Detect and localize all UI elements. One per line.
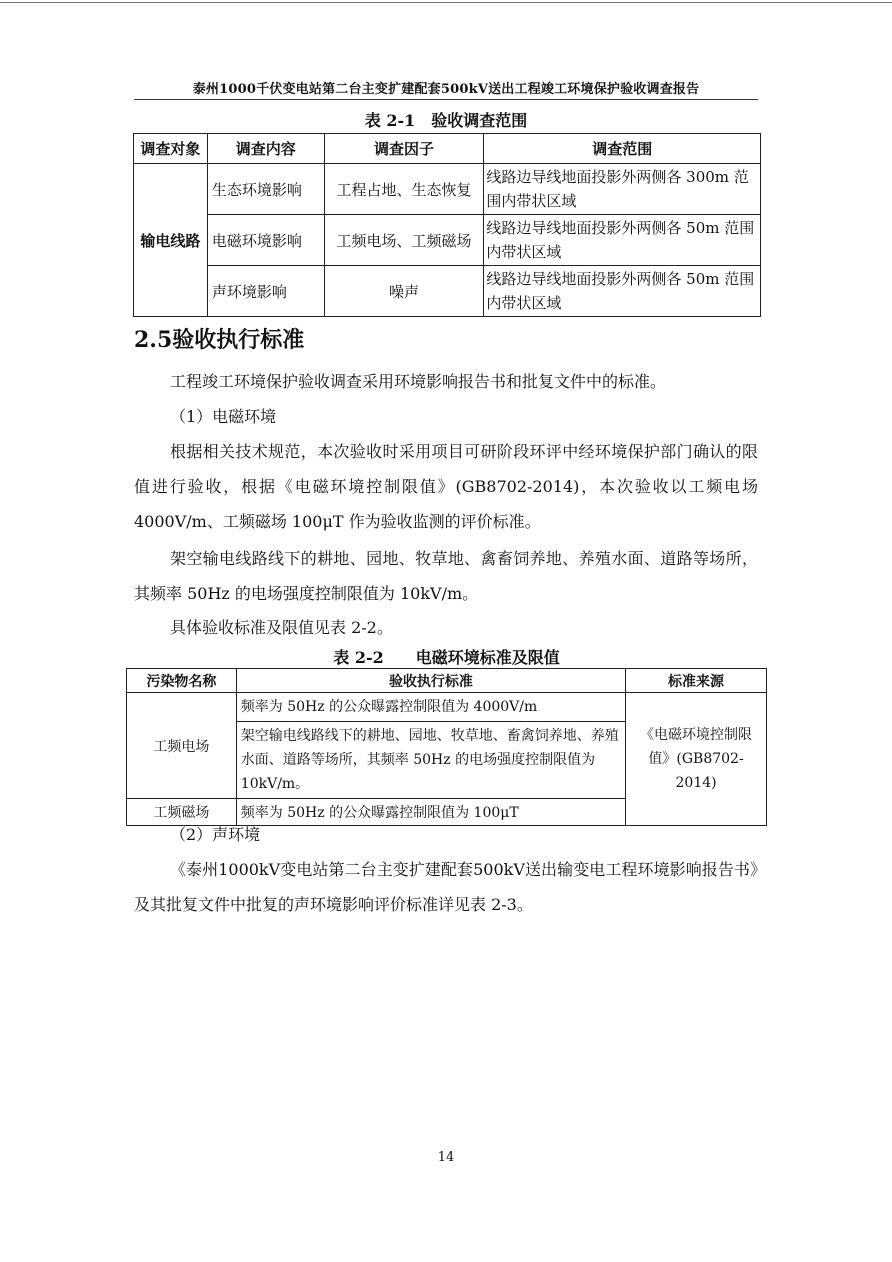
content-cell: 电磁环境影响 xyxy=(207,215,324,266)
standard-cell: 频率为 50Hz 的公众曝露控制限值为 100μT xyxy=(236,799,625,826)
subsection-label: （2）声环境 xyxy=(170,825,261,844)
column-header: 调查因子 xyxy=(324,134,484,164)
paragraph: 架空输电线路线下的耕地、园地、牧草地、禽畜饲养地、养殖水面、道路等场所，其频率 50Hz 的电场强度控制限值为 10kV/m。 xyxy=(134,549,758,603)
factor-cell: 工频电场、工频磁场 xyxy=(324,215,484,266)
survey-scope-table xyxy=(133,133,761,317)
subsection-label: （1）电磁环境 xyxy=(170,407,277,426)
emf-standard-table xyxy=(126,668,767,826)
standard-line: 架空输电线路线下的耕地、园地、牧草地、畜禽饲养地、养殖水面、道路等场所，其频率 50Hz 的电场强度控制限值为 10kV/m。 xyxy=(240,728,619,792)
pollutant-name-cell: 工频电场 xyxy=(127,693,237,799)
column-header: 标准来源 xyxy=(626,669,767,693)
page-number: 14 xyxy=(437,1150,455,1165)
running-header: 泰州1000千伏变电站第二台主变扩建配套500kV送出工程竣工环境保护验收调查报告 xyxy=(192,82,700,97)
column-header: 调查内容 xyxy=(207,134,324,164)
column-header: 调查范围 xyxy=(484,134,761,164)
table-row xyxy=(134,164,761,215)
paragraph: 《泰州1000kV变电站第二台主变扩建配套500kV送出输变电工程环境影响报告书》及其批复文件中批复的声环境影响评价标准详见表 2-3。 xyxy=(134,860,758,914)
range-cell: 线路边导线地面投影外两侧各 50m 范围内带状区域 xyxy=(484,215,761,266)
table-row xyxy=(134,266,761,317)
factor-cell: 工程占地、生态恢复 xyxy=(324,164,484,215)
range-cell: 线路边导线地面投影外两侧各 300m 范围内带状区域 xyxy=(484,164,761,215)
pollutant-name-cell: 工频磁场 xyxy=(127,799,237,826)
page-border-line xyxy=(0,2,892,3)
column-header: 验收执行标准 xyxy=(236,669,625,693)
standard-cell xyxy=(236,693,625,799)
table-row xyxy=(127,693,767,799)
content-cell: 声环境影响 xyxy=(207,266,324,317)
standard-line: 频率为 50Hz 的公众曝露控制限值为 4000V/m xyxy=(237,693,625,722)
paragraph: 具体验收标准及限值见表 2-2。 xyxy=(170,618,393,637)
section-heading: 2.5验收执行标准 xyxy=(134,327,305,353)
table-header-row xyxy=(127,669,767,693)
content-cell: 生态环境影响 xyxy=(207,164,324,215)
column-header: 调查对象 xyxy=(134,134,208,164)
range-cell: 线路边导线地面投影外两侧各 50m 范围内带状区域 xyxy=(484,266,761,317)
table1-caption: 表 2-1 验收调查范围 xyxy=(364,111,528,130)
standard-source-cell: 《电磁环境控制限值》(GB8702-2014) xyxy=(626,693,767,826)
table2-caption: 表 2-2 电磁环境标准及限值 xyxy=(333,648,560,667)
header-rule xyxy=(134,99,758,100)
table-row xyxy=(134,215,761,266)
survey-object-cell: 输电线路 xyxy=(134,164,208,317)
column-header: 污染物名称 xyxy=(127,669,237,693)
table-header-row xyxy=(134,134,761,164)
factor-cell: 噪声 xyxy=(324,266,484,317)
paragraph: 工程竣工环境保护验收调查采用环境影响报告书和批复文件中的标准。 xyxy=(170,372,667,391)
paragraph: 根据相关技术规范，本次验收时采用项目可研阶段环评中经环境保护部门确认的限值进行验收，根据《电磁环境控制限值》(GB8702-2014)，本次验收以工频电场 4000V/m、工频磁场 100μT 作为验收监测的评价标准。 xyxy=(134,442,758,531)
